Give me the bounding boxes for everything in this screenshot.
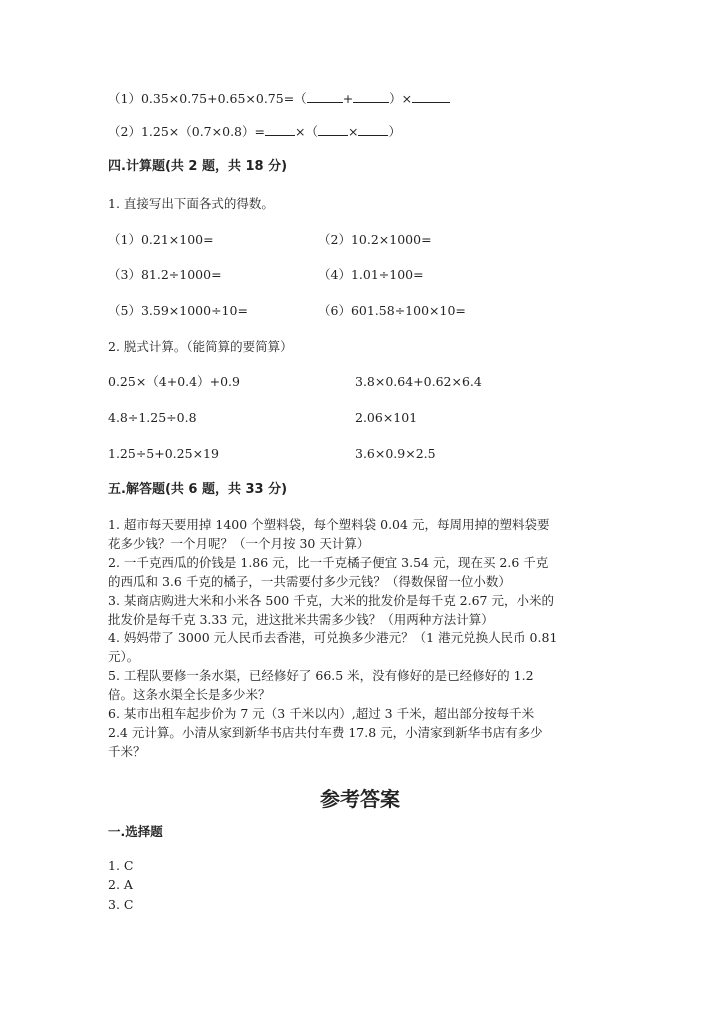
text: × xyxy=(347,124,359,139)
problem-2-title: 2. 脱式计算。（能简算的要简算） xyxy=(108,339,293,354)
word-problem-line: 元）。 xyxy=(108,649,140,665)
calc-item: （1）0.21×100= xyxy=(108,232,214,247)
calc-item: 3.6×0.9×2.5 xyxy=(355,446,436,461)
calc-item: 2.06×101 xyxy=(355,410,418,425)
answer-item: 2. A xyxy=(108,877,133,892)
word-problem-line: 5. 工程队要修一条水渠，已经修好了 66.5 米，没有修好的是已经修好的 1.2 xyxy=(108,668,534,684)
word-problem-line: 批发价是每千克 3.33 元，进这批米共需多少钱？（用两种方法计算） xyxy=(108,611,494,627)
calc-item: 1.25÷5+0.25×19 xyxy=(108,446,219,461)
calc-item: 0.25×（4+0.4）+0.9 xyxy=(108,374,240,389)
word-problem-line: 花多少钱？一个月呢？（一个月按 30 天计算） xyxy=(108,535,370,551)
calc-item: （4）1.01÷100= xyxy=(318,267,424,282)
problem-1-title: 1. 直接写出下面各式的得数。 xyxy=(108,196,274,211)
section-5-title: 五.解答题(共 6 题，共 33 分) xyxy=(108,482,288,497)
text: （1）0.35×0.75+0.65×0.75=（ xyxy=(108,91,307,106)
word-problem-line: 的西瓜和 3.6 千克的橘子，一共需要付多少元钱？（得数保留一位小数） xyxy=(108,573,511,589)
calc-item: （5）3.59×1000÷10= xyxy=(108,303,248,318)
fill-question-1 xyxy=(108,90,450,107)
text: （2）1.25×（0.7×0.8）= xyxy=(108,124,265,139)
calc-item: （6）601.58÷100×10= xyxy=(318,303,466,318)
calc-item: 3.8×0.64+0.62×6.4 xyxy=(355,374,482,389)
text: ×（ xyxy=(294,124,318,139)
word-problem-line: 4. 妈妈带了 3000 元人民币去香港，可兑换多少港元？（1 港元兑换人民币 0.81 xyxy=(108,630,558,646)
text: ）× xyxy=(389,91,413,106)
calc-item: （2）10.2×1000= xyxy=(318,232,432,247)
answer-blank xyxy=(353,90,389,103)
calc-item: 4.8÷1.25÷0.8 xyxy=(108,410,197,425)
answer-blank xyxy=(265,123,295,136)
answer-blank xyxy=(318,123,348,136)
word-problem-line: 6. 某市出租车起步价为 7 元（3 千米以内）,超过 3 千米，超出部分按每千米 xyxy=(108,706,535,721)
word-problem-line: 3. 某商店购进大米和小米各 500 千克，大米的批发价是每千克 2.67 元，小米的 xyxy=(108,592,554,608)
section-4-title: 四.计算题(共 2 题，共 18 分) xyxy=(108,159,288,174)
word-problem-line: 倍。这条水渠全长是多少米？ xyxy=(108,687,271,703)
word-problem-line: 千米？ xyxy=(108,743,146,759)
text: + xyxy=(342,91,354,106)
answer-blank xyxy=(307,90,343,103)
answer-blank xyxy=(358,123,388,136)
fill-question-2 xyxy=(108,123,401,140)
answer-key-title: 参考答案 xyxy=(320,787,400,811)
word-problem-line: 1. 超市每天要用掉 1400 个塑料袋，每个塑料袋 0.04 元，每周用掉的塑料袋要 xyxy=(108,517,550,532)
text: ） xyxy=(388,124,401,139)
answer-item: 3. C xyxy=(108,897,134,912)
answer-blank xyxy=(412,90,450,103)
answer-section-1-title: 一.选择题 xyxy=(108,824,163,839)
answer-item: 1. C xyxy=(108,858,134,873)
calc-item: （3）81.2÷1000= xyxy=(108,267,222,282)
word-problem-line: 2. 一千克西瓜的价钱是 1.86 元，比一千克橘子便宜 3.54 元，现在买 2.6 千克 xyxy=(108,554,549,570)
word-problem-line: 2.4 元计算。小清从家到新华书店共付车费 17.8 元，小清家到新华书店有多少 xyxy=(108,724,543,740)
